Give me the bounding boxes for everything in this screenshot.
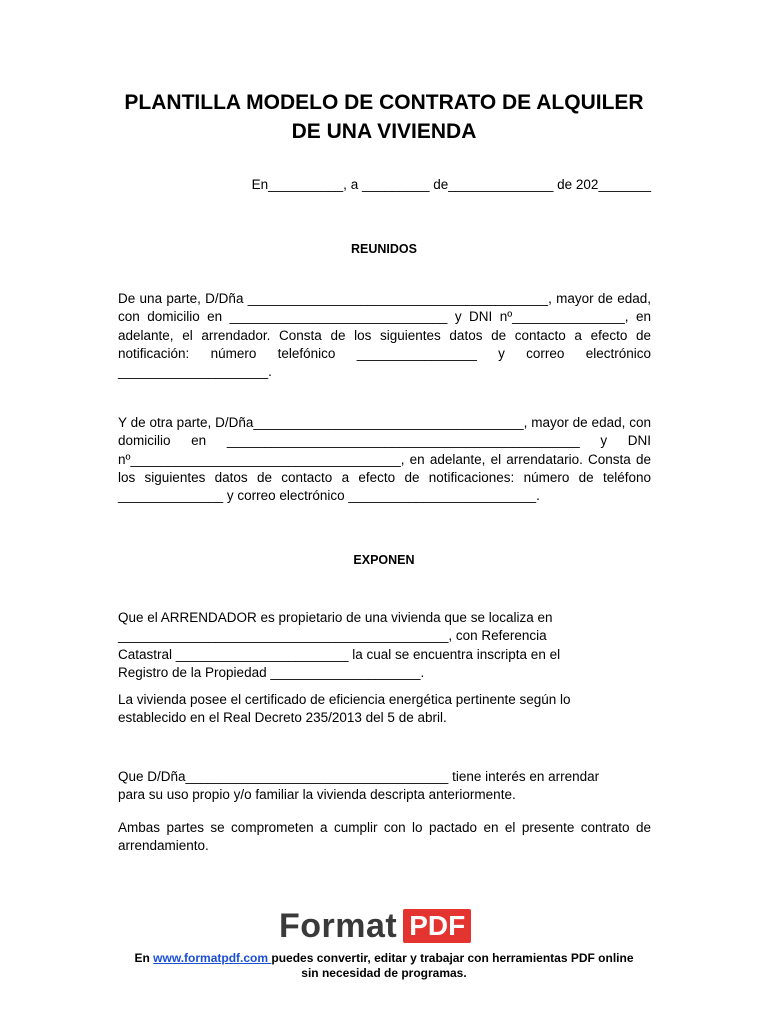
paragraph-line: establecido en el Real Decreto 235/2013 del 5 de abril. bbox=[118, 710, 447, 726]
paragraph-line: De una parte, D/Dña ________________________________________, mayor de edad, bbox=[118, 291, 651, 306]
paragraph-line: Registro de la Propiedad ____________________. bbox=[118, 664, 425, 680]
document-title bbox=[96, 88, 672, 146]
footer-line-1 bbox=[0, 951, 768, 966]
title-line-2: DE UNA VIVIENDA bbox=[291, 120, 477, 143]
formatpdf-logo bbox=[279, 908, 471, 944]
paragraph-line: ____________________. bbox=[118, 364, 272, 380]
paragraph-line: para su uso propio y/o familiar la vivienda descripta anteriormente. bbox=[118, 787, 516, 803]
footer-suffix: puedes convertir, editar y trabajar con herramientas PDF online bbox=[271, 951, 634, 965]
paragraph-line: adelante, el arrendador. Consta de los siguientes datos de contacto a efecto de bbox=[118, 327, 651, 343]
paragraph-line: arrendamiento. bbox=[118, 838, 209, 854]
paragraph-line: con domicilio en _____________________________ y DNI nº_______________, en bbox=[118, 309, 651, 325]
paragraph-line: Y de otra parte, D/Dña____________________________________, mayor de edad, con bbox=[118, 415, 651, 430]
paragraph-line: Que D/Dña___________________________________ tiene interés en arrendar bbox=[118, 769, 600, 784]
footer-note bbox=[0, 951, 768, 981]
paragraph-line: notificación: número telefónico ________________ y correo electrónico bbox=[118, 345, 651, 361]
paragraph-line: La vivienda posee el certificado de eficiencia energética pertinente según lo bbox=[118, 692, 571, 707]
paragraph-party-2 bbox=[118, 414, 651, 505]
footer-prefix: En bbox=[134, 951, 154, 965]
title-line-1: PLANTILLA MODELO DE CONTRATO DE ALQUILER bbox=[124, 91, 644, 114]
footer-line-2: sin necesidad de programas. bbox=[301, 966, 467, 980]
paragraph-tenant-interest bbox=[118, 768, 651, 805]
heading-reunidos: REUNIDOS bbox=[351, 242, 417, 256]
paragraph-line: Catastral _______________________ la cual se encuentra inscripta en el bbox=[118, 646, 561, 662]
paragraph-agreement bbox=[118, 819, 651, 856]
paragraph-energy-certificate bbox=[118, 691, 651, 728]
paragraph-property bbox=[118, 609, 651, 682]
paragraph-line: los siguientes datos de contacto a efecto de notificaciones: número de teléfono bbox=[118, 469, 651, 485]
paragraph-line: domicilio en _______________________________________________ y DNI bbox=[118, 433, 651, 449]
formatpdf-link[interactable]: www.formatpdf.com bbox=[153, 951, 272, 965]
date-line: En__________, a _________ de______________ de 202_______ bbox=[251, 177, 651, 192]
paragraph-line: nº____________________________________, en adelante, el arrendatario. Consta de bbox=[118, 451, 651, 467]
logo-word: Format bbox=[279, 907, 398, 945]
paragraph-line: Ambas partes se comprometen a cumplir con lo pactado en el presente contrato de bbox=[118, 820, 651, 835]
paragraph-line: Que el ARRENDADOR es propietario de una vivienda que se localiza en bbox=[118, 610, 553, 625]
heading-exponen: EXPONEN bbox=[353, 553, 415, 567]
logo-pdf-badge: PDF bbox=[403, 909, 471, 943]
paragraph-line: ______________ y correo electrónico _________________________. bbox=[118, 488, 540, 504]
paragraph-party-1 bbox=[118, 290, 651, 381]
paragraph-line: ____________________________________________, con Referencia bbox=[118, 628, 547, 644]
